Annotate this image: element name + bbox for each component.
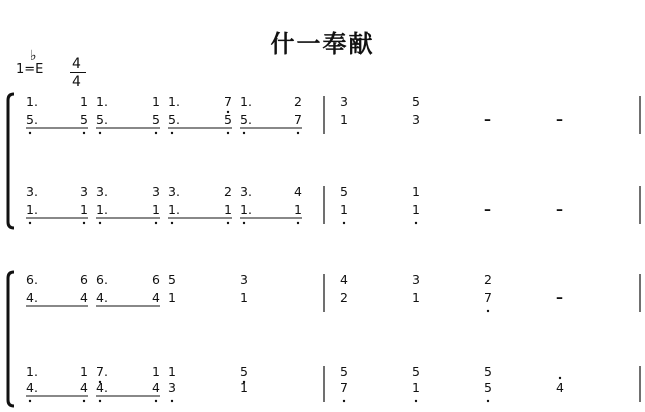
note: 4 [152, 290, 160, 305]
octave-dot [297, 222, 299, 224]
rest-dash: – [484, 202, 491, 218]
octave-dot [171, 132, 173, 134]
note: 1 [168, 364, 176, 379]
note: 4 [80, 290, 88, 305]
system-bracket [8, 272, 14, 406]
note: 1. [240, 94, 252, 109]
note: 3 [412, 272, 420, 287]
note: 5 [240, 364, 248, 379]
note: 5 [340, 184, 348, 199]
note: 3. [26, 184, 38, 199]
note: 4. [26, 290, 38, 305]
note: 1 [412, 184, 420, 199]
note: 1. [26, 94, 38, 109]
note: 4. [26, 380, 38, 395]
octave-dot [227, 222, 229, 224]
note: 6 [80, 272, 88, 287]
note: 1 [224, 202, 232, 217]
octave-dot [99, 132, 101, 134]
note: 1. [26, 202, 38, 217]
octave-dot [487, 310, 489, 312]
note: 1. [240, 202, 252, 217]
rest-dash: – [556, 202, 563, 218]
note: 5. [96, 112, 108, 127]
octave-dot [171, 400, 173, 402]
note: 4 [152, 380, 160, 395]
note: 5. [26, 112, 38, 127]
note: 5 [412, 94, 420, 109]
note: 7 [224, 94, 232, 109]
note: 1. [168, 94, 180, 109]
note: 1. [26, 364, 38, 379]
note: 1 [80, 94, 88, 109]
note: 3 [412, 112, 420, 127]
note: 1 [340, 112, 348, 127]
octave-dot [297, 132, 299, 134]
note: 3. [96, 184, 108, 199]
note: 2 [484, 272, 492, 287]
note: 3. [168, 184, 180, 199]
note: 7. [96, 364, 108, 379]
note: 1 [152, 94, 160, 109]
flat-icon: ♭ [30, 48, 37, 64]
note: 3 [240, 272, 248, 287]
octave-dot [171, 222, 173, 224]
note: 1 [412, 202, 420, 217]
note: 1. [96, 202, 108, 217]
octave-dot [29, 400, 31, 402]
note: 4. [96, 290, 108, 305]
octave-dot [99, 400, 101, 402]
note: 6. [96, 272, 108, 287]
key-letter: E [35, 62, 44, 77]
octave-dot [83, 222, 85, 224]
note: 1 [412, 380, 420, 395]
octave-dot [83, 132, 85, 134]
octave-dot [83, 400, 85, 402]
rest-dash: – [556, 112, 563, 128]
note: 5. [168, 112, 180, 127]
note: 7 [484, 290, 492, 305]
note: 1 [168, 290, 176, 305]
note: 6 [152, 272, 160, 287]
time-signature-bottom: 4 [72, 74, 81, 90]
page-title: 什一奉献 [270, 30, 375, 58]
note: 5. [240, 112, 252, 127]
note: 1. [96, 94, 108, 109]
octave-dot [155, 400, 157, 402]
octave-dot [227, 132, 229, 134]
note: 4 [294, 184, 302, 199]
octave-dot-high [559, 377, 561, 379]
octave-dot [243, 132, 245, 134]
note: 4. [96, 380, 108, 395]
note: 4 [80, 380, 88, 395]
time-signature-top: 4 [72, 56, 81, 72]
note: 2 [340, 290, 348, 305]
rest-dash: – [484, 112, 491, 128]
note: 1 [80, 202, 88, 217]
note: 5 [224, 112, 232, 127]
octave-dot [415, 222, 417, 224]
note: 3 [80, 184, 88, 199]
octave-dot [343, 222, 345, 224]
octave-dot [99, 222, 101, 224]
note: 3 [340, 94, 348, 109]
note: 5 [152, 112, 160, 127]
note: 3 [168, 380, 176, 395]
note: 1 [340, 202, 348, 217]
note: 1 [80, 364, 88, 379]
note: 7 [294, 112, 302, 127]
note: 3 [152, 184, 160, 199]
note: 2 [224, 184, 232, 199]
octave-dot [29, 132, 31, 134]
note: 1 [152, 364, 160, 379]
note: 2 [294, 94, 302, 109]
octave-dot [487, 400, 489, 402]
rest-dash: – [556, 290, 563, 306]
octave-dot [243, 222, 245, 224]
note: 3. [240, 184, 252, 199]
note: 1 [240, 290, 248, 305]
note: 1 [240, 380, 248, 395]
octave-dot [343, 400, 345, 402]
note: 5 [340, 364, 348, 379]
note: 4 [340, 272, 348, 287]
note: 5 [484, 380, 492, 395]
octave-dot [155, 222, 157, 224]
note: 5 [412, 364, 420, 379]
note: 7 [340, 380, 348, 395]
note: 1 [412, 290, 420, 305]
note: 1. [168, 202, 180, 217]
note: 1 [152, 202, 160, 217]
note: 5 [484, 364, 492, 379]
octave-dot [415, 400, 417, 402]
note: 5 [168, 272, 176, 287]
octave-dot [155, 132, 157, 134]
note: 1 [294, 202, 302, 217]
key-prefix: 1= [16, 62, 36, 77]
note: 5 [80, 112, 88, 127]
note: 6. [26, 272, 38, 287]
octave-dot [29, 222, 31, 224]
note: 4 [556, 380, 564, 395]
system-bracket [8, 94, 14, 228]
